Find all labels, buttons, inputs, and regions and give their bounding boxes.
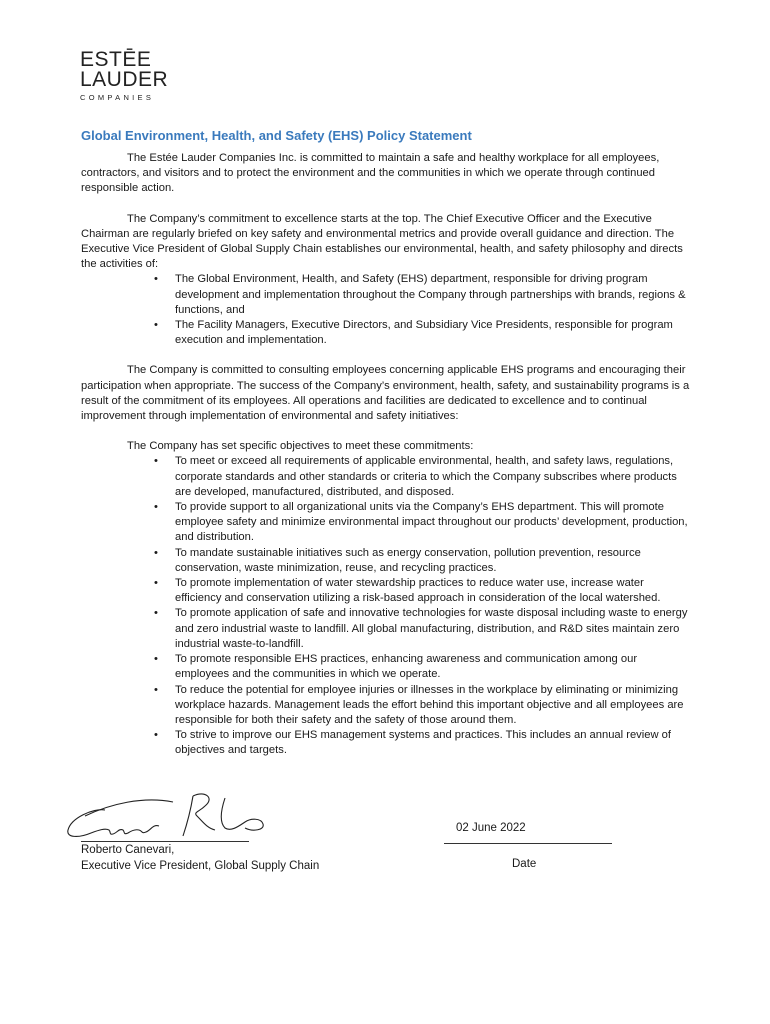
bullet-icon: • (154, 577, 158, 590)
list-item: • The Facility Managers, Executive Directors, and Subsidiary Vice Presidents, responsible for program execution and implementation. (154, 319, 673, 347)
list-item: • To mandate sustainable initiatives such as energy conservation, pollution prevention, resource conservation, waste minimization, reuse, and recycling practices. (154, 546, 641, 574)
commitment-paragraph: The Company’s commitment to excellence starts at the top. The Chief Executive Officer and the Executive Chairman are regularly briefed on key safety and environmental metrics and provide overall guidance and direction. The Executive Vice President of Global Supply Chain establishes our environmental, health, and safety philosophy and directs the activities of: (81, 212, 683, 271)
page-title: Global Environment, Health, and Safety (EHS) Policy Statement (81, 128, 472, 143)
list-item: • To provide support to all organizational units via the Company’s EHS department. This will promote employee safety and minimize environmental impact throughout our products’ development, production, and distribution. (154, 501, 688, 544)
list-item: • To meet or exceed all requirements of applicable environmental, health, and safety laws, regulations, corporate standards and other standards or criteria to which the Company subscribes where products are developed, manufactured, distributed, and disposed. (154, 455, 677, 498)
responsibility-list (81, 272, 691, 348)
intro-paragraph: The Estée Lauder Companies Inc. is committed to maintain a safe and healthy workplace for all employees, contractors, and visitors and to protect the environment and the communities in which we operate through continued responsible action. (81, 152, 660, 195)
signatory-block (81, 843, 319, 874)
bullet-icon: • (154, 501, 158, 514)
objectives-intro: The Company has set specific objectives to meet these commitments: (127, 440, 474, 453)
list-item: • To promote implementation of water stewardship practices to reduce water use, increase water efficiency and conservation utilizing a risk-based approach in consideration of the local watershed. (154, 577, 661, 605)
objectives-list (81, 454, 691, 758)
logo-line-3: COMPANIES (80, 93, 155, 102)
list-item: • The Global Environment, Health, and Safety (EHS) department, responsible for driving program development and implementation throughout the Company through partnerships with brands, regions & functions, and (154, 273, 686, 316)
bullet-icon: • (154, 546, 158, 559)
handwritten-signature (65, 788, 280, 848)
consultation-paragraph: The Company is committed to consulting employees concerning applicable EHS programs and encouraging their participation when appropriate. The success of the Company’s environment, health, safety, and sustainability programs is a result of the commitment of its employees. All operations and facilities are dedicated to excellence and to continual improvement through implementation of environmental and safety initiatives: (81, 364, 690, 423)
logo-line-1: ESTĒE (80, 48, 152, 71)
bullet-icon: • (154, 607, 158, 620)
logo-line-2: LAUDER (80, 68, 169, 91)
bullet-icon: • (154, 455, 158, 468)
bullet-icon: • (154, 683, 158, 696)
list-item: • To promote responsible EHS practices, enhancing awareness and communication among our employees and the communities in which we operate. (154, 653, 638, 681)
date-line (444, 843, 612, 844)
list-item: • To strive to improve our EHS management systems and practices. This includes an annual review of objectives and targets. (154, 729, 672, 757)
list-item: • To promote application of safe and innovative technologies for waste disposal including waste to energy and zero industrial waste to landfill. All global manufacturing, distribution, and R&D sites maintain zero industrial waste-to-landfill. (154, 607, 688, 650)
list-item: • To reduce the potential for employee injuries or illnesses in the workplace by eliminating or minimizing workplace hazards. Management leads the effort behind this important objective and all employees are responsible for both their safety and the safety of those around them. (154, 683, 684, 726)
signature-line (81, 841, 249, 842)
signatory-role: Executive Vice President, Global Supply Chain (81, 859, 320, 872)
policy-body (81, 151, 691, 759)
signature-date: 02 June 2022 (456, 822, 526, 834)
bullet-icon: • (154, 729, 158, 742)
signatory-name: Roberto Canevari, (81, 844, 175, 856)
bullet-icon: • (154, 653, 158, 666)
company-logo (80, 50, 180, 102)
bullet-icon: • (154, 273, 158, 286)
date-label: Date (512, 858, 537, 870)
bullet-icon: • (154, 319, 158, 332)
